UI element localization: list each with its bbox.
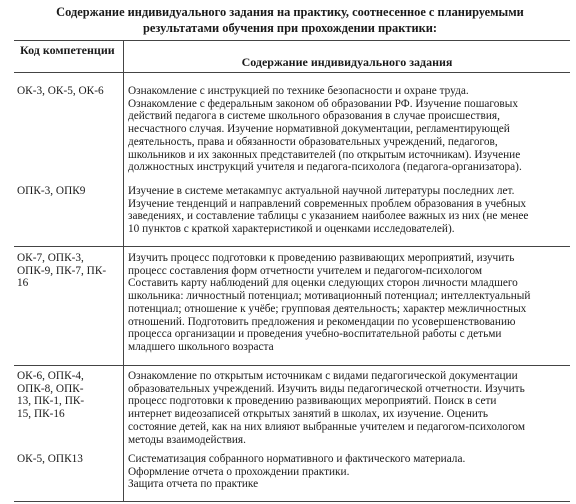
- content-line: образовательных учреждений. Изучить виды педагогической отчетности. Изучить: [128, 382, 525, 395]
- content-line: процесс подготовки к проведению развивающих мероприятий. Поиск в сети: [128, 395, 497, 408]
- content-line: состояние детей, как на них влияют выбранные учителем и педагогом-психологом: [128, 420, 526, 433]
- code-line: ОК-5, ОПК13: [17, 453, 83, 465]
- header-code: Код компетенции: [20, 43, 115, 57]
- content-line: Изучение тенденций и направлений современных проблем образования в учебных: [128, 197, 527, 210]
- table-row-code: [17, 185, 121, 198]
- content-line: Ознакомление с инструкцией по технике безопасности и охране труда.: [128, 85, 469, 97]
- content-line: методы взаимодействия.: [128, 433, 246, 446]
- content-line: школьников и их законных представителей (по открытым источникам). Изучение: [128, 148, 521, 161]
- table-row-content: [128, 252, 568, 354]
- content-line: должностных инструкций учителя и педагога-психолога (педагога-организатора).: [128, 161, 522, 174]
- header-content: Содержание индивидуального задания: [241, 55, 453, 69]
- content-line: интернет видеозаписей открытых занятий в школах, их изучение. Оценить: [128, 408, 488, 421]
- code-line: ОПК-9, ПК-7, ПК-: [17, 264, 107, 277]
- content-line: несчастного случая. Изучение нормативной документации, регламентирующей: [128, 123, 510, 136]
- content-line: процесса организации и проведения учебно-воспитательной работы с детьми: [128, 328, 502, 341]
- row-divider: [14, 72, 570, 73]
- code-line: ОК-6, ОПК-4,: [17, 370, 84, 382]
- table-row-code: [17, 453, 121, 466]
- content-line: Оформление отчета о прохождении практики.: [128, 465, 350, 478]
- content-line: процесс составления форм отчетности учителем и педагогом-психологом: [128, 264, 483, 277]
- code-line: 13, ПК-1, ПК-: [17, 395, 85, 408]
- title-line-2: результатами обучения при прохождении практики:: [143, 21, 437, 35]
- content-line: школьника: личностный потенциал; мотивационный потенциал; интеллектуальный: [128, 290, 531, 303]
- table-row-code: [17, 252, 121, 290]
- document-title: [40, 4, 540, 36]
- table-row-content: [128, 85, 568, 174]
- content-line: младшего школьного возраста: [128, 340, 274, 353]
- title-line-1: Содержание индивидуального задания на практику, соотнесенное с планируемыми: [56, 5, 524, 19]
- row-divider: [14, 246, 570, 247]
- code-line: 15, ПК-16: [17, 408, 65, 421]
- table-row-content: [128, 370, 568, 446]
- code-line: ОК-3, ОК-5, ОК-6: [17, 85, 104, 97]
- content-line: Изучение в системе метакампус актуальной научной литературы последних лет.: [128, 185, 515, 197]
- table-row-code: [17, 370, 121, 421]
- code-line: ОПК-3, ОПК9: [17, 185, 86, 197]
- content-line: 10 пунктов с краткой характеристикой и оценками исследователей).: [128, 223, 455, 236]
- code-line: 16: [17, 277, 29, 290]
- content-line: потенциал; отношение к учёбе; групповая деятельность; характер межличностных: [128, 302, 527, 315]
- content-line: Защита отчета по практике: [128, 478, 259, 491]
- content-line: деятельность, права и обязанности образовательных учреждений, педагогов,: [128, 135, 498, 148]
- content-line: Изучить процесс подготовки к проведению развивающих мероприятий, изучить: [128, 252, 515, 264]
- content-line: действий педагога в системе школьного образования в случае происшествия,: [128, 110, 500, 123]
- content-line: заведениях, и составление таблицы с указанием наиболее важных из них (не менее: [128, 210, 529, 223]
- tasks-table: [14, 40, 570, 502]
- code-line: ОК-7, ОПК-3,: [17, 252, 84, 264]
- table-row-content: [128, 185, 568, 236]
- content-line: отношений. Подготовить предложения и рекомендации по усовершенствованию: [128, 315, 516, 328]
- content-line: Составить карту наблюдений для оценки следующих сторон личности младшего: [128, 277, 518, 290]
- row-divider: [14, 365, 570, 366]
- content-line: Ознакомление по открытым источникам с видами педагогической документации: [128, 370, 518, 382]
- code-line: ОПК-8, ОПК-: [17, 382, 84, 395]
- column-divider: [123, 41, 124, 501]
- content-line: Ознакомление с федеральным законом об образовании РФ. Изучение пошаговых: [128, 97, 518, 110]
- table-row-content: [128, 453, 568, 491]
- table-row-code: [17, 85, 121, 98]
- content-line: Систематизация собранного нормативного и фактического материала.: [128, 453, 466, 465]
